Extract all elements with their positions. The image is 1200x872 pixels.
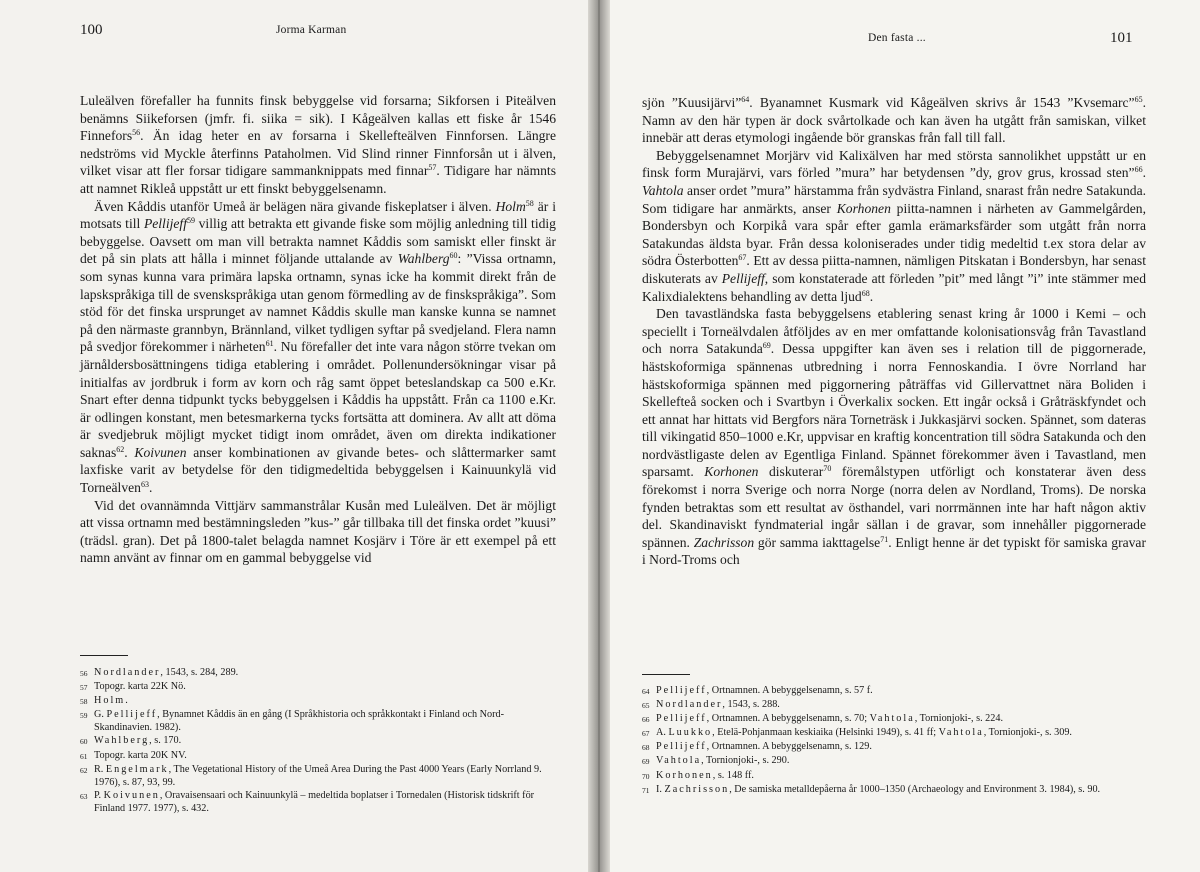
footnote-number: 64 (642, 687, 650, 696)
left-footnote (80, 666, 556, 680)
footnote-number: 56 (80, 669, 88, 678)
footnote-text: Korhonen, s. 148 ff. (656, 769, 754, 781)
footnote-number: 66 (642, 715, 650, 725)
right-footnote (642, 712, 1146, 726)
left-body-text (80, 92, 556, 567)
left-paragraph: Även Kåddis utanför Umeå är belägen nära givande fiskeplatser i älven. Holm$^{58}$ är i motsats till Pellijeff$^{59}$ villig att betrakta ett givande fiske som möjlig anledning till tidig bebyggelse. Oavsett om man vill betrakta namnet Kåddis som samiskt eller finskt är det på sin plats att hålla i minnet följande uttalande av Wahlberg$^{60}$: ”Vissa ortnamn, som synas kunna vara primära lapska ortnamn, synas icke ha kommit direkt från de lapskspråkiga till de svenskspråkiga utan genom förmedling av de finskspråkiga”. Som stöd för det finska ursprunget av namnet Kåddis skulle man kanske kunna se namnet på den närmaste grannbyn, Brännland, vilket tydligen syftar på svedjeland. Flera namn på svedjor förekommer i närheten$^{61}$. Nu förefaller det inte vara någon större tvekan om järnåldersbosättningens tidiga etablering i området. Pollenundersökningar visar på initialfas av jordbruk i form av korn och råg samt öppet beteslandskap ca 500 e.Kr. Snart efter denna tidpunkt tycks bebyggelsen i Kåddis ha uppstått. Från ca 1100 e.Kr. är odlingen konstant, men betesmarkerna tycks fortsätta att dominera. Av allt att döma är svedjebruk möjligt mycket tidigt inom området, även om direkta indikationer saknas$^{62}$. Koivunen anser kombinationen av givande betes- och slåttermarker samt laxfiske varit av betydelse för den tidigmedeltida bebyggelsen i Kainuunkylä vid Torneälven$^{63}$. (80, 198, 557, 496)
footnote-number: 63 (80, 791, 88, 801)
running-head-right: Den fasta ... (868, 32, 926, 44)
left-paragraph: Vid det ovannämnda Vittjärv sammanstrålar Kusån med Luleälven. Det är möjligt att vissa ortnamn med bestämningsleden ”kus-” går tillbaka till det finska ordet ”kuusi” (trädsl. gran). Det på 1800-talet belagda namnet Kosjärv i Töre är ett exempel på ett namn använt av finnar om en gammal bebyggelse vid (80, 497, 556, 566)
footnote-text: I. Zachrisson, De samiska metalldepåerna år 1000–1350 (Archaeology and Environment 3. 1984), s. 90. (656, 783, 1101, 795)
right-footnote (642, 783, 1146, 797)
footnote-number: 60 (80, 737, 88, 747)
footnote-rule-left (80, 655, 128, 656)
footnote-number: 58 (80, 697, 88, 707)
left-footnote (80, 763, 556, 789)
footnote-text: R. Engelmark, The Vegetational History of the Umeå Area During the Past 4000 Years (Early Norrland 9. 1976), s. 87, 93, 99. (94, 763, 542, 788)
footnote-text: Nordlander, 1543, s. 288. (656, 699, 780, 711)
left-paragraph: Luleälven förefaller ha funnits finsk bebyggelse vid forsarna; Sikforsen i Piteälven benämns Siikeforsen (jmfr. fi. siika = sik). I Kågeälven kallas ett fiske år 1546 Finnefors$^{56}$. Än idag heter en av forsarna i Skellefteälven Finnforsen. Längre nedströms vid Myckle återfinns Pataholmen. Vid Slind rinner Finnforsån ut i älven, vilket visar att fler forsar tidigare sammanknippats med finnar$^{57}$. Tidigare har nämnts att namnet Rikleå uppstått ur ett finskt bebyggelsenamn. (80, 93, 557, 196)
footnote-text: Wahlberg, s. 170. (94, 735, 182, 747)
footnote-text: Vahtola, Tornionjoki-, s. 290. (656, 755, 790, 767)
right-page (596, 0, 1200, 872)
footnote-number: 62 (80, 765, 88, 775)
left-footnote (80, 708, 556, 734)
right-footnote (642, 698, 1146, 712)
page-number-right: 101 (1110, 30, 1133, 46)
book-gutter (588, 0, 610, 872)
right-footnote (642, 726, 1146, 740)
right-paragraph: Bebyggelsenamnet Morjärv vid Kalixälven har med största sannolikhet uppstått ur en finsk form Murajärvi, vars förled ”mura” har betydensen ”dy, grov grus, krossad sten”$^{66}$. Vahtola anser ordet ”mura” härstamma från sydvästra Finland, snarast från nedre Satakunda. Som tidigare har anmärkts, anser Korhonen piitta-namnen i närheten av Gammelgården, Bondersbyn och Korpikå vara spår efter gamla erämarksfärder som utgått från norra Satakundas äldsta byar. Från dessa koloniserades under tidig medeltid t.ex stora delar av södra Österbotten$^{67}$. Ett av dessa piitta-namnen, nämligen Pitskatan i Bondersbyn, har senast diskuterats av Pellijeff, som konstaterade att förleden ”pit” med långt ”i” inte stämmer med Kalixdialektens behandling av detta ljud$^{68}$. (642, 147, 1147, 304)
footnote-text: Nordlander, 1543, s. 284, 289. (94, 667, 239, 678)
right-body-text (642, 94, 1146, 569)
footnote-text: Pellijeff, Ortnamnen. A bebyggelsenamn, s. 57 f. (656, 685, 873, 696)
footnote-number: 65 (642, 701, 650, 711)
left-footnote (80, 734, 556, 748)
right-footnote (642, 684, 1146, 698)
footnote-text: Holm. (94, 695, 128, 707)
right-footnote (642, 769, 1146, 783)
left-footnote (80, 694, 556, 708)
footnote-text: Topogr. karta 22K Nö. (94, 681, 186, 693)
left-footnotes (80, 666, 556, 815)
footnote-number: 68 (642, 743, 650, 753)
right-paragraph: Den tavastländska fasta bebyggelsens etablering senast kring år 1000 i Kemi – och speciellt i Torneälvdalen åtföljdes av en mer omfattande kolonisationsvåg från Tavastland och norra Satakunda$^{69}$. Dessa uppgifter kan även ses i relation till de piggornerade, hästskoformiga spännenas utbredning i norra Fennoskandia. I övre Norrland har hästskoformiga spännen med piggornering påträffas vid Gillervattnet nära Boliden i Skellefteå socken och i Svartbyn i Överkalix socken. Ett ingår också i Gråträskfyndet och ett annat har hittats vid Bergfors nära Torneträsk i Jukkasjärvi socken. Spännet, som dateras till vikingatid 850–1000 e.Kr, uppvisar en kraftig koncentration till södra Satakunda och den nordvästligaste delen av Egentliga Finland. Spännet förekommer även i Tavastland, men sparsamt. Korhonen diskuterar$^{70}$ föremålstypen utförligt och konstaterar även dess förekomst i norra Sverige och norra Norge (norra delen av Nordland, Troms). De norska fynden betraktas som ett resultat av östhandel, vari norrmännen inte har haft någon aktiv del. Skandinaviskt fyndmaterial ingår sällan i de gravar, som innehåller piggornerade spännen. Zachrisson gör samma iakttagelse$^{71}$. Enligt henne är det typiskt för samiska gravar i Nord-Troms och (642, 306, 1147, 568)
right-footnote (642, 754, 1146, 768)
footnote-text: Pellijeff, Ortnamnen. A bebyggelsenamn, s. 70; Vahtola, Tornionjoki-, s. 224. (656, 713, 1003, 725)
left-footnote (80, 789, 556, 815)
page-number-left: 100 (80, 22, 103, 38)
footnote-number: 61 (80, 751, 88, 761)
right-footnote (642, 740, 1146, 754)
left-page (0, 0, 596, 872)
footnote-number: 71 (642, 785, 650, 795)
footnote-number: 59 (80, 711, 88, 721)
footnote-rule-right (642, 674, 690, 675)
footnote-text: Topogr. karta 20K NV. (94, 749, 187, 761)
footnote-text: G. Pellijeff, Bynamnet Kåddis än en gång (I Språkhistoria och språkkontakt i Finland och Nord-Skandinavien. 1982). (94, 709, 504, 734)
footnote-text: P. Koivunen, Oravaisensaari och Kainuunkylä – medeltida boplatser i Tornedalen (Historisk tidskrift för Finland 1977. 1977), s. 432. (94, 789, 535, 814)
footnote-text: A. Luukko, Etelä-Pohjanmaan keskiaika (Helsinki 1949), s. 41 ff; Vahtola, Tornionjoki-, s. 309. (656, 727, 1072, 739)
footnote-number: 67 (642, 729, 650, 739)
right-footnotes (642, 684, 1146, 797)
right-paragraph: sjön ”Kuusijärvi”$^{64}$. Byanamnet Kusmark vid Kågeälven skrivs år 1543 ”Kvsemarc”$^{65}$. Namn av den här typen är dock svårtolkade och kan även ha utgått från samiskan, vilket innebär att deras etymologi ingående bör granskas från fall till fall. (642, 95, 1147, 146)
running-head-left: Jorma Karman (276, 24, 347, 36)
footnote-number: 57 (80, 683, 88, 693)
footnote-number: 69 (642, 757, 650, 767)
left-footnote (80, 680, 556, 694)
footnote-text: Pellijeff, Ortnamnen. A bebyggelsenamn, s. 129. (656, 741, 872, 753)
footnote-number: 70 (642, 771, 650, 781)
left-footnote (80, 749, 556, 763)
